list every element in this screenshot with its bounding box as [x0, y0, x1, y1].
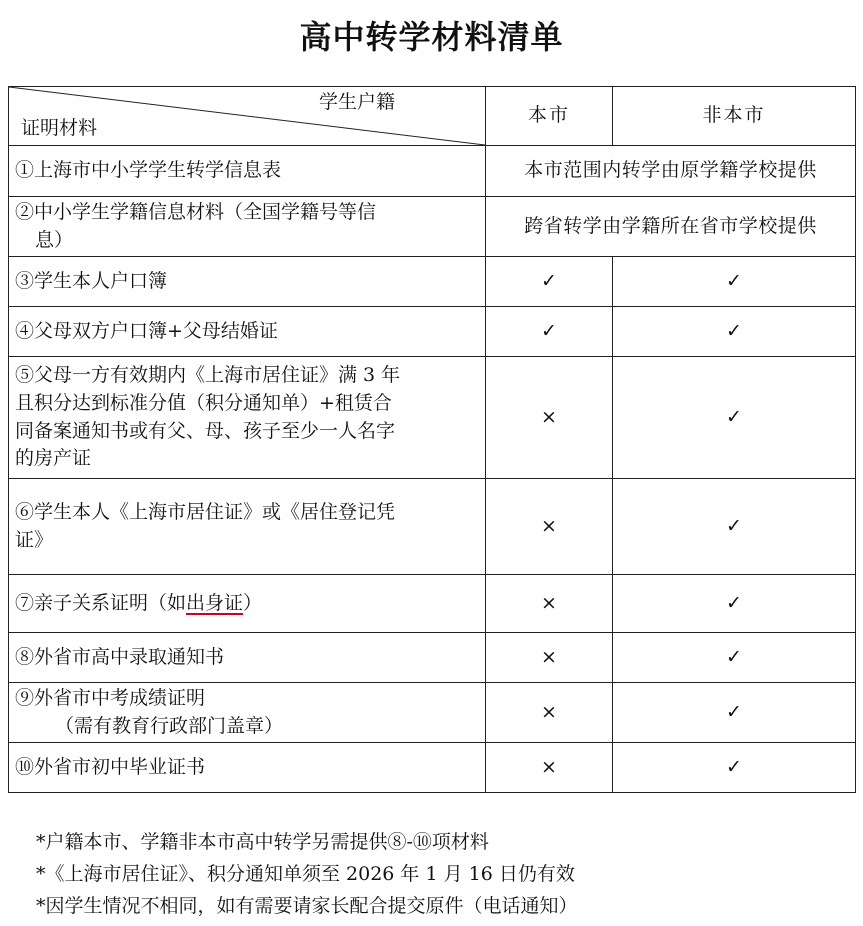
underlined-term: 出身证	[186, 591, 244, 614]
footnote: *《上海市居住证》、积分通知单须至 2026 年 1 月 16 日仍有效	[36, 863, 575, 885]
material-line: 且积分达到标准分值（积分通知单）+租赁合	[15, 391, 392, 414]
material-cell: ⑩外省市初中毕业证书	[9, 743, 486, 793]
check-icon: ✓	[613, 683, 856, 743]
table-row	[9, 743, 856, 793]
materials-table	[8, 86, 856, 793]
material-line: ②中小学生学籍信息材料（全国学籍号等信	[15, 200, 377, 223]
page-title: 高中转学材料清单	[299, 18, 564, 56]
material-cell: ⑧外省市高中录取通知书	[9, 633, 486, 683]
material-line: 的房产证	[15, 447, 92, 470]
material-text: ⑦亲子关系证明（如	[15, 591, 187, 614]
cross-icon: ×	[486, 479, 613, 575]
cross-icon: ×	[486, 357, 613, 479]
table-row	[9, 357, 856, 479]
check-icon: ✓	[613, 257, 856, 307]
material-line: 同备案通知书或有父、母、孩子至少一人名字	[15, 419, 396, 442]
table-row	[9, 257, 856, 307]
check-icon: ✓	[613, 575, 856, 633]
material-cell	[9, 197, 486, 257]
check-icon: ✓	[613, 357, 856, 479]
footnote: *因学生情况不相同，如有需要请家长配合提交原件（电话通知）	[36, 895, 578, 917]
cross-icon: ×	[486, 575, 613, 633]
cross-icon: ×	[486, 683, 613, 743]
header-materials-label: 证明材料	[21, 117, 98, 140]
material-line: 证》	[15, 528, 54, 551]
material-cell: ①上海市中小学学生转学信息表	[9, 146, 486, 197]
check-icon: ✓	[613, 479, 856, 575]
provider-note: 本市范围内转学由原学籍学校提供	[486, 146, 856, 197]
footnote: *户籍本市、学籍非本市高中转学另需提供⑧-⑩项材料	[36, 831, 489, 853]
cross-icon: ×	[486, 633, 613, 683]
material-cell	[9, 683, 486, 743]
check-icon: ✓	[486, 307, 613, 357]
check-icon: ✓	[486, 257, 613, 307]
material-line: ⑤父母一方有效期内《上海市居住证》满 3 年	[15, 364, 401, 387]
header-local: 本市	[486, 87, 613, 146]
table-row	[9, 307, 856, 357]
table-row	[9, 146, 856, 197]
material-cell: ③学生本人户口簿	[9, 257, 486, 307]
material-text: ）	[243, 591, 263, 614]
check-icon: ✓	[613, 307, 856, 357]
material-cell	[9, 357, 486, 479]
material-cell: ④父母双方户口簿+父母结婚证	[9, 307, 486, 357]
material-line: 息）	[35, 228, 74, 251]
table-row	[9, 633, 856, 683]
footnotes	[36, 826, 578, 922]
material-cell	[9, 479, 486, 575]
check-icon: ✓	[613, 743, 856, 793]
check-icon: ✓	[613, 633, 856, 683]
table-row	[9, 683, 856, 743]
table-row	[9, 197, 856, 257]
table-row	[9, 479, 856, 575]
cross-icon: ×	[486, 743, 613, 793]
table-row	[9, 575, 856, 633]
header-nonlocal: 非本市	[613, 87, 856, 146]
header-household-label: 学生户籍	[318, 91, 395, 113]
material-line: ⑨外省市中考成绩证明	[15, 686, 206, 709]
table-header-row	[9, 87, 856, 146]
material-line: （需有教育行政部门盖章）	[55, 714, 284, 737]
material-line: ⑥学生本人《上海市居住证》或《居住登记凭	[15, 500, 396, 523]
provider-note: 跨省转学由学籍所在省市学校提供	[486, 197, 856, 257]
diagonal-header-cell	[9, 87, 486, 146]
material-cell	[9, 575, 486, 633]
